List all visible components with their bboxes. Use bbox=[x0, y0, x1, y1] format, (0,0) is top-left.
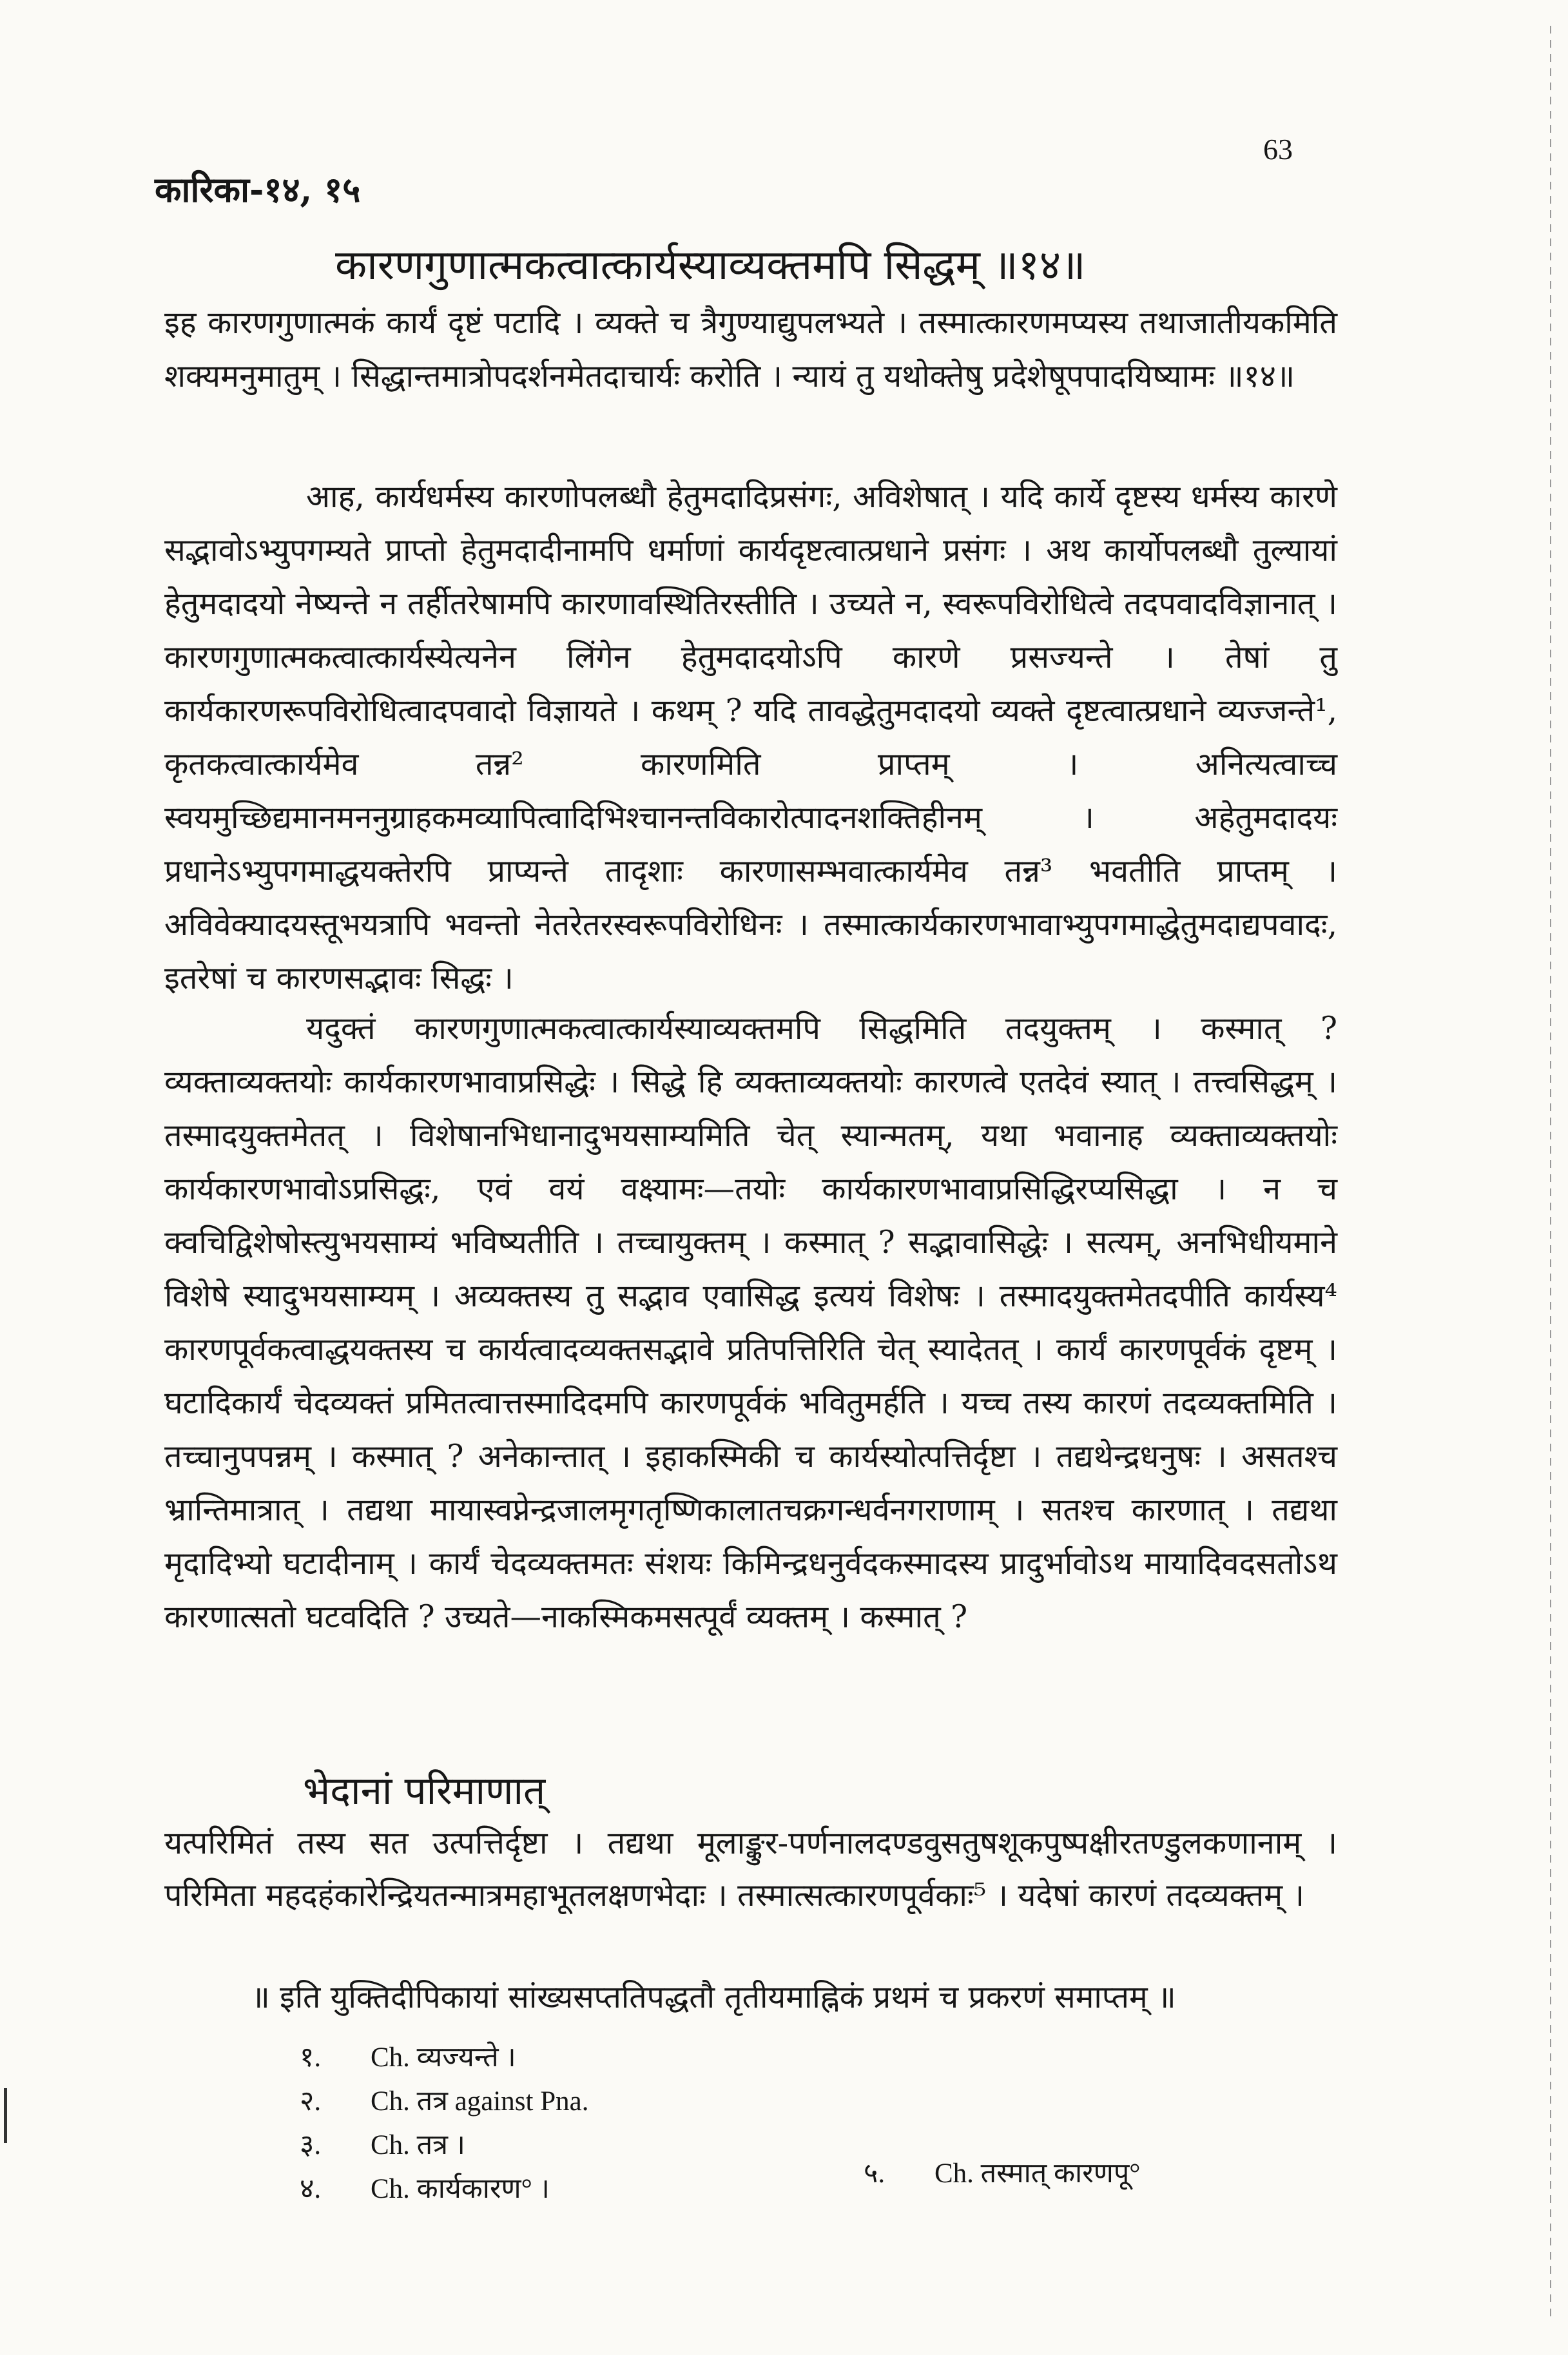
footnote bbox=[300, 2168, 550, 2206]
footnote-number: १. bbox=[300, 2042, 322, 2073]
footnote bbox=[300, 2124, 465, 2162]
footnote bbox=[300, 2037, 516, 2075]
commentary-block-4 bbox=[164, 1817, 1337, 1922]
footnote-number: २. bbox=[300, 2086, 322, 2117]
binding-mark bbox=[4, 2088, 7, 2143]
footnote-number: ५. bbox=[864, 2158, 886, 2189]
colophon: ॥ इति युक्तिदीपिकायां सांख्यसप्ततिपद्धतौ तृतीयमाह्निकं प्रथमं च प्रकरणं समाप्तम् ॥ bbox=[251, 1979, 1176, 2015]
paragraph: इह कारणगुणात्मकं कार्यं दृष्टं पटादि । व्यक्ते च त्रैगुण्याद्युपलभ्यते । तस्मात्कारणमप्यस्य तथाजातीयकमिति शक्यमनुमातुम् । सिद्धान्तमात्रोपदर्शनमेतदाचार्यः करोति । न्यायं तु यथोक्तेषु प्रदेशेषूपपादयिष्यामः ॥१४॥ bbox=[164, 305, 1337, 394]
commentary-block-2 bbox=[164, 470, 1337, 1005]
footnote-text: Ch. तत्र । bbox=[371, 2130, 465, 2160]
footnote bbox=[864, 2153, 1141, 2191]
section-heading: भेदानां परिमाणात् bbox=[303, 1769, 546, 1814]
footnote-text: Ch. कार्यकारण° । bbox=[371, 2174, 550, 2204]
page-number: 63 bbox=[1263, 133, 1293, 166]
footnote-number: ४. bbox=[300, 2174, 322, 2204]
paragraph: यत्परिमितं तस्य सत उत्पत्तिर्दृष्टा । तद्यथा मूलाङ्कुर-पर्णनालदण्डवुसतुषशूकपुष्पक्षीरतण्डुलकणानाम् । परिमिता महदहंकारेन्द्रियतन्मात्रमहाभूतलक्षणभेदाः । तस्मात्सत्कारणपूर्वकाः⁵ । यदेषां कारणं तदव्यक्तम् । bbox=[164, 1825, 1337, 1914]
running-head: कारिका-१४, १५ bbox=[155, 169, 361, 210]
commentary-block-3 bbox=[164, 1002, 1337, 1644]
footnote-number: ३. bbox=[300, 2130, 322, 2160]
footnote bbox=[300, 2080, 588, 2118]
footnote-text: Ch. तस्मात् कारणपू° bbox=[934, 2158, 1141, 2189]
commentary-block-1 bbox=[164, 296, 1337, 403]
footnote-text: Ch. तत्र against Pna. bbox=[371, 2086, 589, 2117]
karika-verse: कारणगुणात्मकत्वात्कार्यस्याव्यक्तमपि सिद्धम् ॥१४॥ bbox=[335, 242, 1086, 289]
footnote-text: Ch. व्यज्यन्ते । bbox=[371, 2042, 516, 2073]
paragraph: आह, कार्यधर्मस्य कारणोपलब्धौ हेतुमदादिप्रसंगः, अविशेषात् । यदि कार्ये दृष्टस्य धर्मस्य कारणे सद्भावोऽभ्युपगम्यते प्राप्तो हेतुमदादीनामपि धर्माणां कार्यदृष्टत्वात्प्रधाने प्रसंगः । अथ कार्योपलब्धौ तुल्यायां हेतुमदादयो नेष्यन्ते न तर्हीतरेषामपि कारणावस्थितिरस्तीति । उच्यते न, स्वरूपविरोधित्वे तदपवादविज्ञानात् । कारणगुणात्मकत्वात्कार्यस्येत्यनेन लिंगेन हेतुमदादयोऽपि कारणे प्रसज्यन्ते । तेषां तु कार्यकारणरूपविरोधित्वादपवादो विज्ञायते । कथम् ? यदि तावद्धेतुमदादयो व्यक्ते दृष्टत्वात्प्रधाने व्यज्जन्ते¹, कृतकत्वात्कार्यमेव तन्न² कारणमिति प्राप्तम् । अनित्यत्वाच्च स्वयमुच्छिद्यमानमननुग्राहकमव्यापित्वादिभिश्चानन्तविकारोत्पादनशक्तिहीनम् । अहेतुमदादयः प्रधानेऽभ्युपगमाद्धयक्तेरपि प्राप्यन्ते तादृशाः कारणासम्भवात्कार्यमेव तन्न³ भवतीति प्राप्तम् । अविवेक्यादयस्तूभयत्रापि भवन्तो नेतरेतरस्वरूपविरोधिनः । तस्मात्कार्यकारणभावाभ्युपगमाद्धेतुमदाद्यपवादः, इतरेषां च कारणसद्भावः सिद्धः । bbox=[164, 479, 1337, 996]
paragraph: यदुक्तं कारणगुणात्मकत्वात्कार्यस्याव्यक्तमपि सिद्धमिति तदयुक्तम् । कस्मात् ? व्यक्ताव्यक्तयोः कार्यकारणभावाप्रसिद्धेः । सिद्धे हि व्यक्ताव्यक्तयोः कारणत्वे एतदेवं स्यात् । तत्त्वसिद्धम् । तस्मादयुक्तमेतत् । विशेषानभिधानादुभयसाम्यमिति चेत् स्यान्मतम्, यथा भवानाह व्यक्ताव्यक्तयोः कार्यकारणभावोऽप्रसिद्धः, एवं वयं वक्ष्यामः—तयोः कार्यकारणभावाप्रसिद्धिरप्यसिद्धा । न च क्वचिद्विशेषोस्त्युभयसाम्यं भविष्यतीति । तच्चायुक्तम् । कस्मात् ? सद्भावासिद्धेः । सत्यम्, अनभिधीयमाने विशेषे स्यादुभयसाम्यम् । अव्यक्तस्य तु सद्भाव एवासिद्ध इत्ययं विशेषः । तस्मादयुक्तमेतदपीति कार्यस्य⁴ कारणपूर्वकत्वाद्धयक्तस्य च कार्यत्वादव्यक्तसद्भावे प्रतिपत्तिरिति चेत् स्यादेतत् । कार्यं कारणपूर्वकं दृष्टम् । घटादिकार्यं चेदव्यक्तं प्रमितत्वात्तस्मादिदमपि कारणपूर्वकं भवितुमर्हति । यच्च तस्य कारणं तदव्यक्तमिति । तच्चानुपपन्नम् । कस्मात् ? अनेकान्तात् । इहाकस्मिकी च कार्यस्योत्पत्तिर्दृष्टा । तद्यथेन्द्रधनुषः । असतश्च भ्रान्तिमात्रात् । तद्यथा मायास्वप्नेन्द्रजालमृगतृष्णिकालातचक्रगन्धर्वनगराणाम् । सतश्च कारणात् । तद्यथा मृदादिभ्यो घटादीनाम् । कार्यं चेदव्यक्तमतः संशयः किमिन्द्रधनुर्वदकस्मादस्य प्रादुर्भावोऽथ मायादिवदसतोऽथ कारणात्सतो घटवदिति ? उच्यते—नाकस्मिकमसत्पूर्वं व्यक्तम् । कस्मात् ? bbox=[164, 1011, 1337, 1635]
margin-dashed-rule bbox=[1550, 26, 1551, 2320]
